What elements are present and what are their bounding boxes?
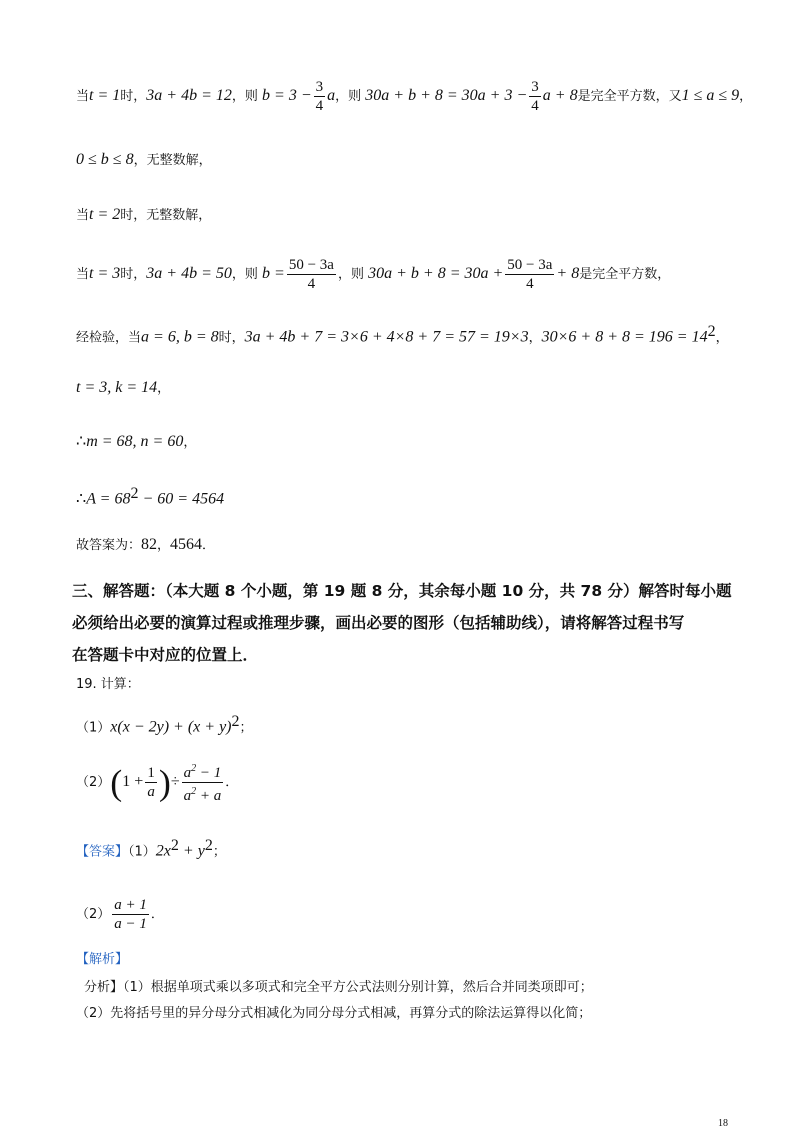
numerator xyxy=(182,760,224,783)
text: 经检验，当 xyxy=(76,330,142,346)
text: ， xyxy=(739,89,753,104)
math: t = 3 xyxy=(89,265,121,282)
text: 当 xyxy=(76,267,90,282)
math: b = 3 − xyxy=(262,87,312,104)
line-m-n xyxy=(76,432,196,453)
math: a xyxy=(183,788,192,804)
fraction xyxy=(287,256,336,293)
math: + 8 xyxy=(556,265,580,282)
math: − 1 xyxy=(196,765,222,781)
divide-symbol: ÷ xyxy=(170,773,180,790)
numerator: 3 xyxy=(531,79,539,95)
text: ， xyxy=(157,381,171,396)
text: ． xyxy=(202,538,216,553)
math: t = 3, k = 14 xyxy=(76,379,158,396)
text: ． xyxy=(225,775,239,790)
part-label: （2） xyxy=(76,907,111,922)
math: a = 6, b = 8 xyxy=(141,328,219,346)
math: 1 ≤ a ≤ 9 xyxy=(681,87,740,104)
analysis-tag: 【解析】 xyxy=(76,952,129,967)
denominator xyxy=(182,783,224,805)
numerator: 3 xyxy=(315,79,324,95)
math: − 60 = 4564 xyxy=(138,490,225,508)
denominator: a xyxy=(147,784,155,800)
analysis-line1 xyxy=(84,978,593,998)
line-t3-case xyxy=(76,256,670,293)
text: ， xyxy=(157,538,171,553)
math: t = 1 xyxy=(89,87,121,104)
exponent: 2 xyxy=(707,323,716,340)
math: b = xyxy=(262,265,285,282)
page-number: 18 xyxy=(718,1118,728,1129)
math: a xyxy=(327,87,336,104)
problem-part1 xyxy=(76,712,253,738)
section-heading-line3: 在答题卡中对应的位置上． xyxy=(72,646,259,664)
math: A = 68 xyxy=(86,490,131,508)
math: 2x xyxy=(155,842,171,860)
answer-tag: 【答案】 xyxy=(76,844,129,860)
line-A-value xyxy=(76,484,224,510)
denominator: a − 1 xyxy=(114,916,147,932)
text: ，则 xyxy=(231,89,258,104)
math: 30×6 + 8 + 8 = 196 = 14 xyxy=(541,328,708,346)
denominator: 4 xyxy=(315,98,324,114)
text: 是完全平方数， xyxy=(579,267,671,282)
section-heading-line2: 必须给出必要的演算过程或推理步骤，画出必要的图形（包括辅助线），请将解答过程书写 xyxy=(72,614,685,632)
exponent: 2 xyxy=(204,837,213,854)
text: 分析】（1）根据单项式乘以多项式和完全平方公式法则分别计算，然后合并同类项即可； xyxy=(84,980,593,995)
math: 30a + b + 8 = 30a + xyxy=(368,265,504,282)
numerator: a + 1 xyxy=(114,897,147,913)
text: ． xyxy=(150,907,164,922)
analysis-line2 xyxy=(76,1004,591,1024)
fraction xyxy=(112,896,149,933)
part-label: （1） xyxy=(76,720,111,736)
numerator: 50 − 3a xyxy=(288,257,334,273)
denominator: 4 xyxy=(526,276,534,292)
part-label: （2） xyxy=(76,775,111,790)
denominator: 4 xyxy=(531,98,539,114)
math: m = 68, n = 60 xyxy=(86,433,184,450)
line-range-b xyxy=(76,150,212,171)
text: （2）先将括号里的异分母分式相减化为同分母分式相减，再算分式的除法运算得以化简； xyxy=(76,1006,592,1021)
exponent: 2 xyxy=(130,485,139,502)
math: x(x − 2y) + (x + y) xyxy=(110,718,232,736)
text: ，无整数解， xyxy=(133,153,212,168)
text: 时，无整数解， xyxy=(120,208,212,223)
part-label: （1） xyxy=(128,844,156,860)
text: ，则 xyxy=(337,267,364,282)
therefore-symbol: ∴ xyxy=(76,490,87,508)
text: ； xyxy=(239,720,253,736)
answer-part2 xyxy=(76,896,164,933)
math: 3a + 4b = 12 xyxy=(146,87,232,104)
math: t = 2 xyxy=(89,206,121,223)
problem-part2 xyxy=(76,760,238,805)
analysis-tag-line xyxy=(76,950,128,970)
text: ，则 xyxy=(231,267,258,282)
exponent: 2 xyxy=(170,837,179,854)
problem-title xyxy=(76,675,140,695)
numerator: 50 − 3a xyxy=(507,257,553,273)
answer-part1 xyxy=(76,836,226,862)
exponent: 2 xyxy=(191,786,197,797)
math: 3a + 4b + 7 = 3×6 + 4×8 + 7 = 57 = 19×3 xyxy=(244,328,529,346)
exponent: 2 xyxy=(191,763,197,774)
text: ； xyxy=(212,844,226,860)
line-t1-case xyxy=(76,78,752,115)
math: + a xyxy=(196,788,222,804)
line-t-k xyxy=(76,378,170,399)
therefore-symbol: ∴ xyxy=(76,433,87,450)
fraction xyxy=(314,78,326,115)
math: a + 8 xyxy=(542,87,578,104)
math: 0 ≤ b ≤ 8 xyxy=(76,151,134,168)
text: ， xyxy=(715,330,729,346)
exponent: 2 xyxy=(231,713,240,730)
text: 19. 计算： xyxy=(76,677,140,692)
fraction xyxy=(145,764,157,801)
math: a xyxy=(183,765,192,781)
math: 1 + xyxy=(122,773,144,790)
right-paren: ) xyxy=(158,762,171,803)
text: ，则 xyxy=(335,89,362,104)
line-answer-summary xyxy=(76,535,215,556)
section-heading-line1: 三、解答题：（本大题 8 个小题，第 19 题 8 分，其余每小题 10 分，共 78 分）解答时每小题 xyxy=(72,582,732,600)
text: 是完全平方数，又 xyxy=(577,89,682,104)
text: 时， xyxy=(218,330,245,346)
line-t2-case xyxy=(76,205,211,226)
math: 3a + 4b = 50 xyxy=(146,265,232,282)
text: 当 xyxy=(76,89,90,104)
denominator: 4 xyxy=(307,276,316,292)
numerator: 1 xyxy=(147,765,155,781)
text: ， xyxy=(183,435,197,450)
text: ， xyxy=(528,330,542,346)
answer-value: 4564 xyxy=(170,536,203,553)
math: 30a + b + 8 = 30a + 3 − xyxy=(365,87,528,104)
answer-value: 82 xyxy=(141,536,158,553)
left-paren: ( xyxy=(110,762,123,803)
fraction xyxy=(505,256,554,293)
line-verification xyxy=(76,322,729,348)
text: 时， xyxy=(120,89,147,104)
text: 当 xyxy=(76,208,90,223)
fraction xyxy=(529,78,541,115)
math: + y xyxy=(178,842,205,860)
fraction xyxy=(182,760,224,805)
text: 故答案为： xyxy=(76,538,142,553)
text: 时， xyxy=(120,267,147,282)
